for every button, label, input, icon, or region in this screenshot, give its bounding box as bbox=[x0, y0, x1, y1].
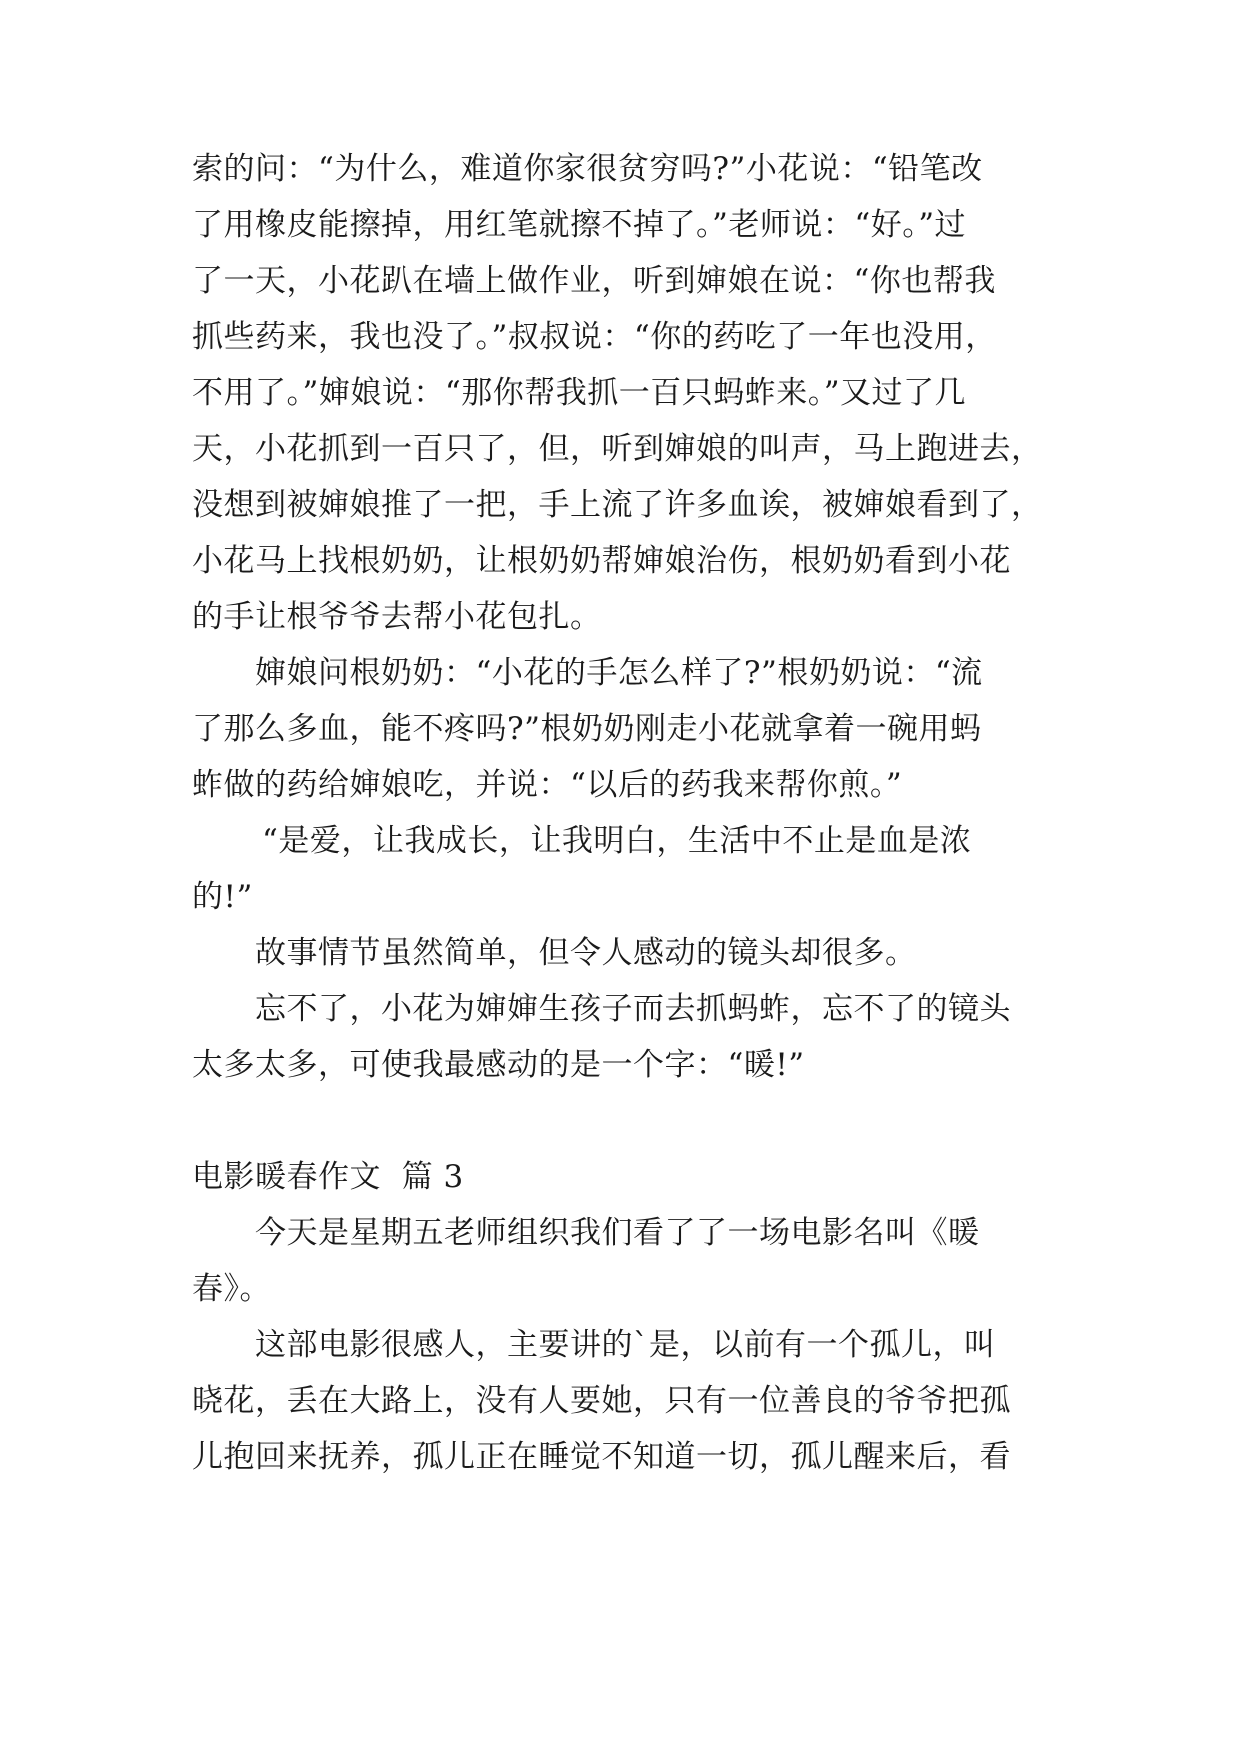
text-line: 不用了。”婶娘说：“那你帮我抓一百只蚂蚱来。”又过了几 bbox=[192, 375, 967, 411]
text-line: 太多太多，可使我最感动的是一个字：“暖!” bbox=[192, 1047, 805, 1083]
text-line: 儿抱回来抚养，孤儿正在睡觉不知道一切，孤儿醒来后，看 bbox=[192, 1439, 1011, 1475]
text-line: 小花马上找根奶奶，让根奶奶帮婶娘治伤，根奶奶看到小花 bbox=[192, 543, 1011, 579]
text-line: 的!” bbox=[192, 879, 253, 915]
paragraph-first-line: 故事情节虽然简单，但令人感动的镜头却很多。 bbox=[255, 935, 917, 971]
text-line: 晓花，丢在大路上，没有人要她，只有一位善良的爷爷把孤 bbox=[192, 1383, 1011, 1419]
text-line: 的手让根爷爷去帮小花包扎。 bbox=[192, 599, 602, 635]
text-line: 春》。 bbox=[192, 1271, 271, 1307]
text-line: 了一天，小花趴在墙上做作业，听到婶娘在说：“你也帮我 bbox=[192, 263, 996, 299]
text-line: 了用橡皮能擦掉，用红笔就擦不掉了。”老师说：“好。”过 bbox=[192, 207, 967, 243]
paragraph-first-line: “是爱，让我成长，让我明白，生活中不止是血是浓 bbox=[262, 823, 972, 859]
paragraph-first-line: 这部电影很感人，主要讲的`是，以前有一个孤儿，叫 bbox=[255, 1327, 996, 1363]
section-heading: 电影暖春作文 篇 3 bbox=[192, 1159, 464, 1195]
text-line: 天，小花抓到一百只了，但，听到婶娘的叫声，马上跑进去， bbox=[192, 431, 1043, 467]
paragraph-first-line: 今天是星期五老师组织我们看了了一场电影名叫《暖 bbox=[255, 1215, 980, 1251]
text-line: 抓些药来，我也没了。”叔叔说：“你的药吃了一年也没用， bbox=[192, 319, 997, 355]
text-line: 没想到被婶娘推了一把，手上流了许多血诶，被婶娘看到了， bbox=[192, 487, 1043, 523]
paragraph-first-line: 忘不了，小花为婶婶生孩子而去抓蚂蚱，忘不了的镜头 bbox=[255, 991, 1011, 1027]
text-line: 索的问：“为什么，难道你家很贫穷吗?”小花说：“铅笔改 bbox=[192, 151, 983, 187]
text-line: 了那么多血，能不疼吗?”根奶奶刚走小花就拿着一碗用蚂 bbox=[192, 711, 982, 747]
text-line: 蚱做的药给婶娘吃，并说：“以后的药我来帮你煎。” bbox=[192, 767, 903, 803]
paragraph-first-line: 婶娘问根奶奶：“小花的手怎么样了?”根奶奶说：“流 bbox=[255, 655, 983, 691]
